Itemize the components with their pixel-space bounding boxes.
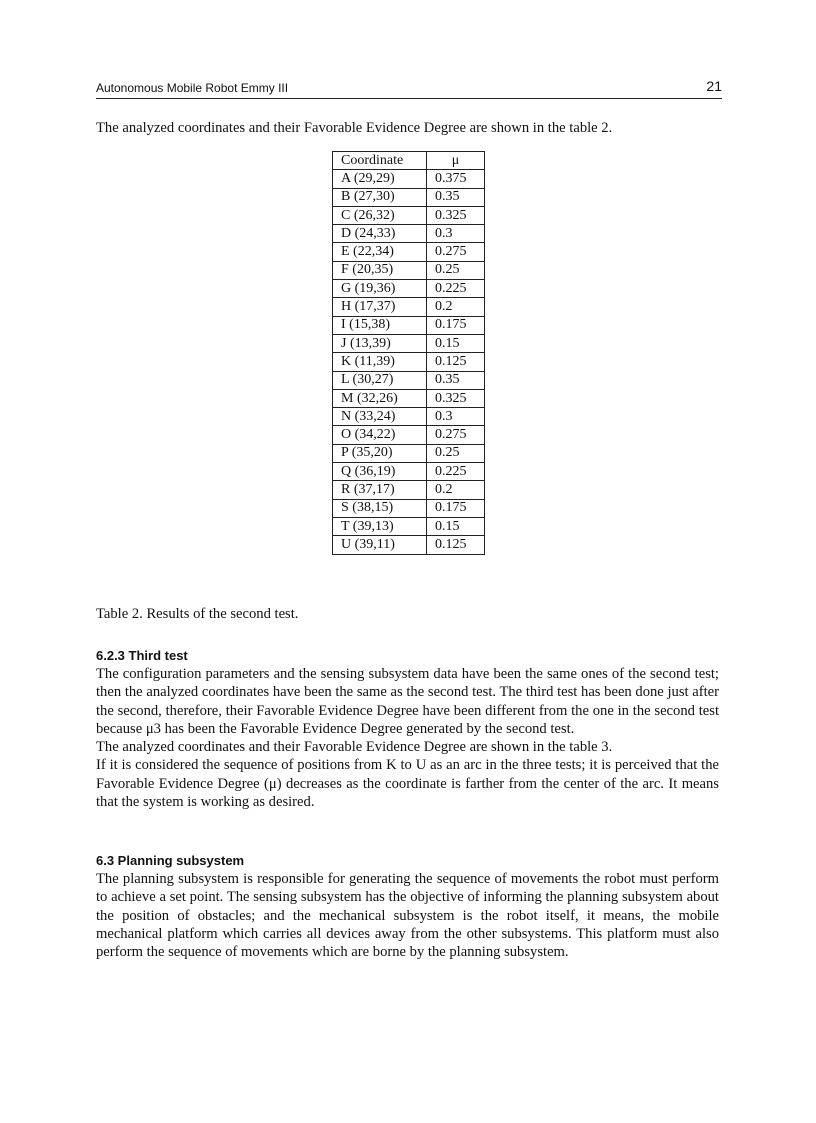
coordinate-cell: I (15,38)	[333, 316, 427, 334]
table-row	[333, 499, 485, 517]
coordinate-cell: A (29,29)	[333, 170, 427, 188]
mu-value-cell: 0.2	[427, 298, 485, 316]
coordinate-cell: Q (36,19)	[333, 463, 427, 481]
running-header	[96, 80, 722, 99]
coordinate-cell: F (20,35)	[333, 261, 427, 279]
mu-value-cell: 0.3	[427, 408, 485, 426]
page-number: 21	[706, 78, 722, 94]
table-row	[333, 517, 485, 535]
mu-value-cell: 0.175	[427, 499, 485, 517]
coordinate-cell: K (11,39)	[333, 353, 427, 371]
table-row	[333, 371, 485, 389]
mu-value-cell: 0.375	[427, 170, 485, 188]
mu-value-cell: 0.125	[427, 353, 485, 371]
coordinate-cell: E (22,34)	[333, 243, 427, 261]
mu-value-cell: 0.25	[427, 444, 485, 462]
paragraph: The analyzed coordinates and their Favorable Evidence Degree are shown in the table 3.	[96, 739, 613, 756]
intro-paragraph: The analyzed coordinates and their Favorable Evidence Degree are shown in the table 2.	[96, 120, 613, 136]
coordinate-cell: G (19,36)	[333, 280, 427, 298]
table-row	[333, 389, 485, 407]
mu-value-cell: 0.35	[427, 371, 485, 389]
coordinate-cell: T (39,13)	[333, 517, 427, 535]
table-row	[333, 408, 485, 426]
table-row	[333, 334, 485, 352]
coordinate-cell: P (35,20)	[333, 444, 427, 462]
coordinate-cell: L (30,27)	[333, 371, 427, 389]
section-heading-third-test: 6.2.3 Third test	[96, 648, 188, 663]
coordinate-cell: R (37,17)	[333, 481, 427, 499]
table-row	[333, 280, 485, 298]
coordinate-cell: S (38,15)	[333, 499, 427, 517]
mu-value-cell: 0.225	[427, 280, 485, 298]
coordinate-cell: N (33,24)	[333, 408, 427, 426]
coordinate-cell: J (13,39)	[333, 334, 427, 352]
coordinate-cell: H (17,37)	[333, 298, 427, 316]
mu-value-cell: 0.225	[427, 463, 485, 481]
coordinate-cell: O (34,22)	[333, 426, 427, 444]
third-test-body	[96, 665, 719, 811]
column-header-coordinate: Coordinate	[333, 152, 427, 170]
column-header-mu: μ	[427, 152, 485, 170]
table-row	[333, 243, 485, 261]
coordinate-cell: M (32,26)	[333, 389, 427, 407]
mu-value-cell: 0.2	[427, 481, 485, 499]
table-row	[333, 188, 485, 206]
table-row	[333, 206, 485, 224]
planning-body	[96, 870, 719, 961]
table-row	[333, 353, 485, 371]
table-row	[333, 463, 485, 481]
coordinate-cell: D (24,33)	[333, 225, 427, 243]
mu-value-cell: 0.275	[427, 243, 485, 261]
results-table	[332, 151, 485, 555]
table-row	[333, 426, 485, 444]
section-heading-planning: 6.3 Planning subsystem	[96, 853, 245, 868]
coordinate-cell: C (26,32)	[333, 206, 427, 224]
mu-value-cell: 0.175	[427, 316, 485, 334]
mu-value-cell: 0.325	[427, 206, 485, 224]
mu-value-cell: 0.325	[427, 389, 485, 407]
table-row	[333, 261, 485, 279]
table-body	[333, 170, 485, 554]
mu-value-cell: 0.25	[427, 261, 485, 279]
paragraph: The configuration parameters and the sensing subsystem data have been the same ones of the second test; then the analyzed coordinates have been the same as the second test. The third test has been done just after the second, therefore, their Favorable Evidence Degree have been different from the one in the second test because μ3 has been the Favorable Evidence Degree generated by the second test.	[96, 666, 719, 737]
table-row	[333, 316, 485, 334]
table-header-row	[333, 152, 485, 170]
table-row	[333, 444, 485, 462]
mu-value-cell: 0.3	[427, 225, 485, 243]
coordinate-cell: U (39,11)	[333, 536, 427, 554]
mu-value-cell: 0.35	[427, 188, 485, 206]
mu-value-cell: 0.15	[427, 334, 485, 352]
mu-value-cell: 0.275	[427, 426, 485, 444]
table-caption: Table 2. Results of the second test.	[96, 606, 299, 622]
coordinate-cell: B (27,30)	[333, 188, 427, 206]
table-row	[333, 481, 485, 499]
paragraph: If it is considered the sequence of positions from K to U as an arc in the three tests; it is perceived that the Favorable Evidence Degree (μ) decreases as the coordinate is farther from the center of the arc. It means that the system is working as desired.	[96, 757, 719, 811]
table-row	[333, 298, 485, 316]
paragraph: The planning subsystem is responsible for generating the sequence of movements the robot must perform to achieve a set point. The sensing subsystem has the objective of informing the planning subsystem about the position of obstacles; and the mechanical subsystem is the robot itself, it means, the mobile mechanical platform which carries all devices away from the other subsystems. This platform must also perform the sequence of movements which are borne by the planning subsystem.	[96, 871, 719, 961]
running-title: Autonomous Mobile Robot Emmy III	[96, 81, 289, 95]
table-row	[333, 170, 485, 188]
mu-value-cell: 0.15	[427, 517, 485, 535]
mu-value-cell: 0.125	[427, 536, 485, 554]
table-row	[333, 225, 485, 243]
table-row	[333, 536, 485, 554]
